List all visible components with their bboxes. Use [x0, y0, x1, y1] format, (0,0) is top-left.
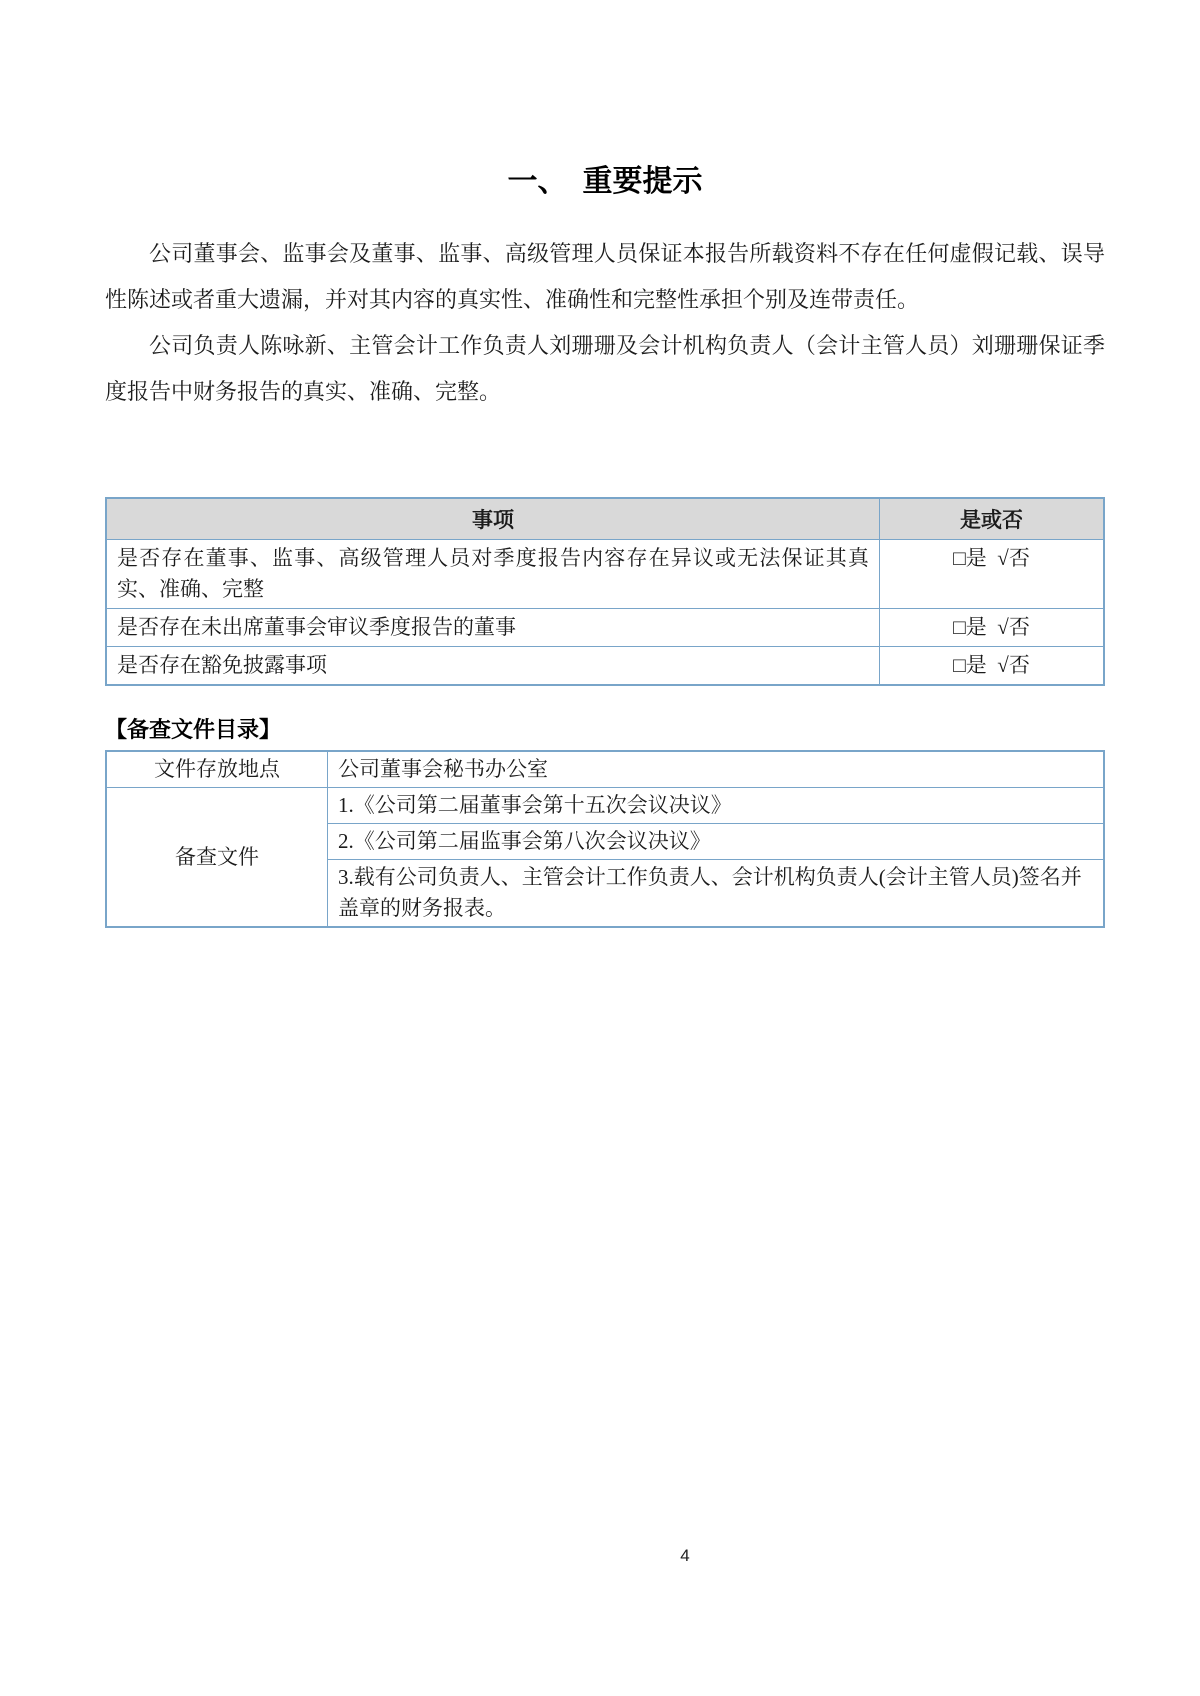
paragraph-board-assurance: 公司董事会、监事会及董事、监事、高级管理人员保证本报告所载资料不存在任何虚假记载、误导性陈述或者重大遗漏，并对其内容的真实性、准确性和完整性承担个别及连带责任。 — [105, 241, 1105, 312]
location-value-cell: 公司董事会秘书办公室 — [328, 751, 1104, 788]
answer-cell: □是 √否 — [879, 647, 1104, 686]
report-page-content — [105, 0, 1105, 928]
table-row — [106, 647, 1104, 686]
section-title: 一、 重要提示 — [507, 165, 703, 198]
paragraph-financial-assurance: 公司负责人陈咏新、主管会计工作负责人刘珊珊及会计机构负责人（会计主管人员）刘珊珊保证季度报告中财务报告的真实、准确、完整。 — [105, 333, 1105, 404]
statement-cell: 是否存在豁免披露事项 — [106, 647, 879, 686]
file-item-cell: 3.载有公司负责人、主管会计工作负责人、会计机构负责人(会计主管人员)签名并盖章的财务报表。 — [328, 860, 1104, 928]
location-label-cell: 文件存放地点 — [106, 751, 328, 788]
answer-cell: □是 √否 — [879, 540, 1104, 609]
files-label-cell: 备查文件 — [106, 788, 328, 928]
documents-heading: 【备查文件目录】 — [105, 717, 282, 742]
table-row — [106, 751, 1104, 788]
page-number: 4 — [680, 1546, 690, 1565]
statements-header-answer: 是或否 — [879, 498, 1104, 540]
answer-cell: □是 √否 — [879, 609, 1104, 647]
statements-table-header-row — [106, 498, 1104, 540]
statements-table — [105, 497, 1105, 686]
table-row — [106, 609, 1104, 647]
statement-cell: 是否存在董事、监事、高级管理人员对季度报告内容存在异议或无法保证其真实、准确、完整 — [106, 540, 879, 609]
table-row — [106, 540, 1104, 609]
documents-table — [105, 750, 1105, 928]
intro-paragraphs — [105, 231, 1105, 415]
statement-cell: 是否存在未出席董事会审议季度报告的董事 — [106, 609, 879, 647]
file-item-cell: 2.《公司第二届监事会第八次会议决议》 — [328, 824, 1104, 860]
statements-header-item: 事项 — [106, 498, 879, 540]
file-item-cell: 1.《公司第二届董事会第十五次会议决议》 — [328, 788, 1104, 824]
table-row — [106, 788, 1104, 824]
